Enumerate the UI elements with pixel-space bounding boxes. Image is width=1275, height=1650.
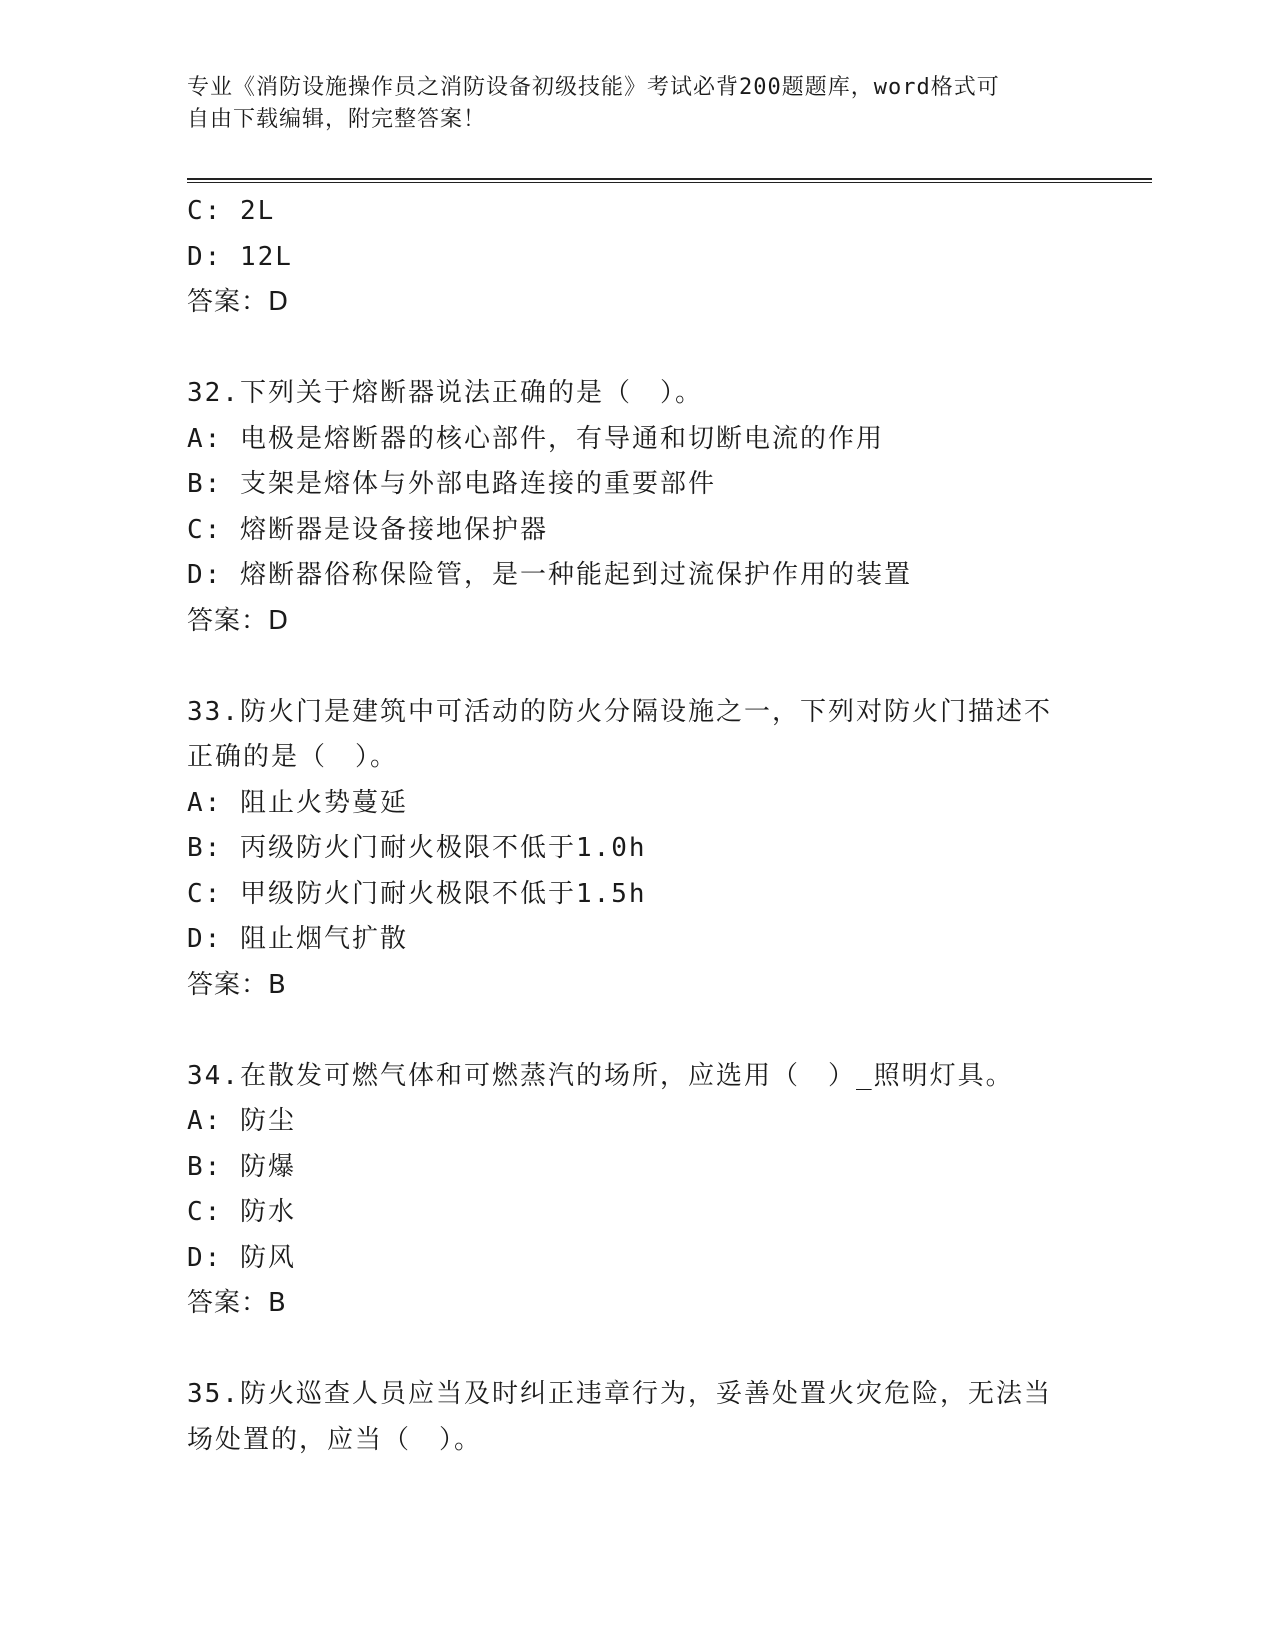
- spacer: [187, 326, 1087, 372]
- option-c: C: 熔断器是设备接地保护器: [187, 514, 548, 545]
- option-b: B: 支架是熔体与外部电路连接的重要部件: [187, 469, 716, 499]
- spacer: [187, 644, 1087, 690]
- question-34: [187, 1054, 1087, 1327]
- spacer: [187, 1008, 1087, 1054]
- answer-label: 答案：B: [187, 969, 287, 1000]
- header-title-line-2: 自由下载编辑，附完整答案！: [187, 107, 487, 132]
- spacer: [187, 1327, 1087, 1373]
- question-stem-line-2: 场处置的，应当（ ）。: [187, 1424, 483, 1455]
- option-a: A: 防尘: [187, 1106, 296, 1136]
- option-c: C: 甲级防火门耐火极限不低于1.5h: [187, 878, 647, 909]
- answer-label: 答案：D: [187, 605, 290, 636]
- question-32: [187, 371, 1087, 644]
- question-31: [187, 189, 1087, 326]
- answer-label: 答案：B: [187, 1288, 287, 1318]
- header-title-line-1: 专业《消防设施操作员之消防设备初级技能》考试必背200题题库，word格式可: [187, 75, 1000, 100]
- question-list: [187, 189, 1087, 1463]
- option-d: D: 12L: [187, 241, 293, 272]
- option-a: A: 电极是熔断器的核心部件，有导通和切断电流的作用: [187, 423, 884, 454]
- question-stem-line-1: 35.防火巡查人员应当及时纠正违章行为，妥善处置火灾危险，无法当: [187, 1379, 1052, 1409]
- question-35: [187, 1372, 1087, 1463]
- question-stem-line-2: 正确的是（ ）。: [187, 742, 399, 772]
- question-stem: 32.下列关于熔断器说法正确的是（ ）。: [187, 378, 703, 408]
- answer-label: 答案：D: [187, 287, 290, 317]
- header-divider-thin: [187, 182, 1152, 183]
- question-stem: 34.在散发可燃气体和可燃蒸汽的场所，应选用（ ）_照明灯具。: [187, 1060, 1014, 1091]
- document-header: [187, 72, 1087, 136]
- option-c: C: 防水: [187, 1197, 296, 1227]
- option-c: C: 2L: [187, 196, 276, 226]
- option-a: A: 阻止火势蔓延: [187, 787, 408, 818]
- header-divider-thick: [187, 178, 1152, 180]
- option-d: D: 防风: [187, 1242, 296, 1273]
- option-b: B: 丙级防火门耐火极限不低于1.0h: [187, 833, 647, 863]
- question-stem-line-1: 33.防火门是建筑中可活动的防火分隔设施之一，下列对防火门描述不: [187, 696, 1052, 727]
- option-d: D: 阻止烟气扩散: [187, 924, 408, 954]
- option-b: B: 防爆: [187, 1151, 296, 1182]
- option-d: D: 熔断器俗称保险管，是一种能起到过流保护作用的装置: [187, 560, 912, 590]
- question-33: [187, 690, 1087, 1009]
